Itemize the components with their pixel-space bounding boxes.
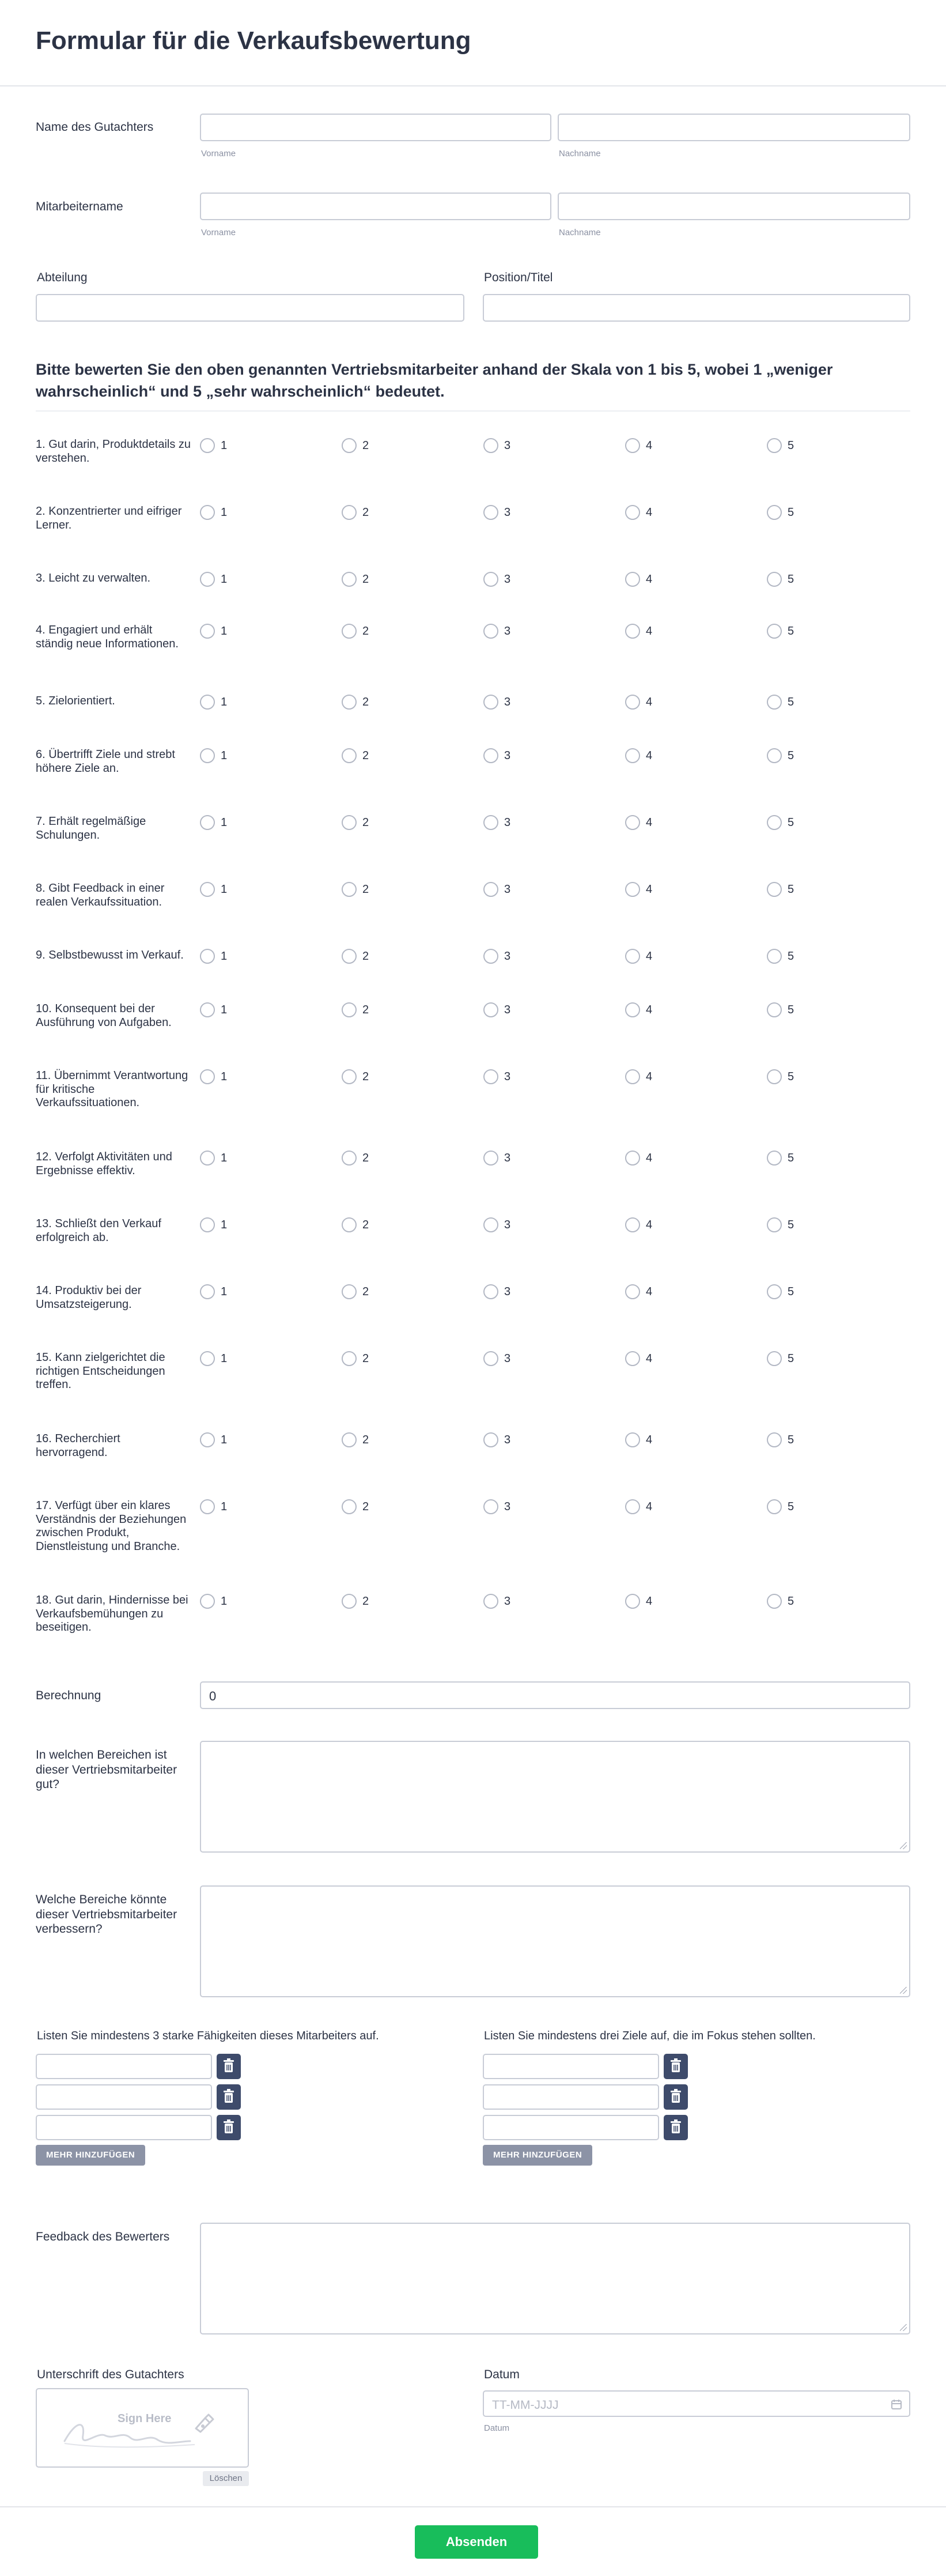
goals-list-row: [483, 2115, 690, 2143]
rating-question-row: [0, 1069, 946, 1110]
radio-circle-icon[interactable]: [200, 1284, 215, 1299]
radio-circle-icon[interactable]: [767, 748, 782, 763]
radio-circle-icon[interactable]: [483, 695, 498, 710]
rating-option-label: 2: [362, 1352, 369, 1365]
radio-circle-icon[interactable]: [483, 1002, 498, 1017]
rating-option-label: 2: [362, 1152, 369, 1164]
radio-circle-icon[interactable]: [200, 1499, 215, 1514]
rating-option-label: 3: [504, 1219, 511, 1231]
radio-circle-icon[interactable]: [200, 438, 215, 453]
radio-circle-icon[interactable]: [625, 1069, 640, 1084]
rating-option-label: 4: [646, 1352, 653, 1365]
goals-add-more-button[interactable]: MEHR HINZUFÜGEN: [483, 2145, 592, 2166]
rating-option-label: 5: [788, 1070, 794, 1083]
resize-handle-icon[interactable]: [900, 1987, 907, 1994]
position-input[interactable]: [483, 294, 910, 322]
skills-list-row: [36, 2115, 243, 2143]
rating-option-label: 3: [504, 625, 511, 638]
pen-icon: [191, 2411, 215, 2434]
department-label: Abteilung: [37, 271, 88, 284]
radio-circle-icon[interactable]: [342, 748, 357, 763]
rating-option-label: 3: [504, 1004, 511, 1016]
rating-option-label: 3: [504, 1500, 511, 1513]
radio-circle-icon[interactable]: [625, 695, 640, 710]
radio-circle-icon[interactable]: [767, 1217, 782, 1232]
rating-option-label: 1: [221, 1595, 228, 1608]
calendar-icon[interactable]: [891, 2398, 902, 2410]
radio-circle-icon[interactable]: [483, 1499, 498, 1514]
radio-circle-icon[interactable]: [200, 1594, 215, 1609]
rating-option-label: 4: [646, 883, 653, 896]
employee-last-name-input[interactable]: [558, 193, 910, 220]
goals-list-row: [483, 2054, 690, 2081]
rating-option-label: 2: [362, 883, 369, 896]
improvements-label: Welche Bereiche könnte dieser Vertriebsmitarbeiter verbessern?: [36, 1893, 177, 1936]
radio-circle-icon[interactable]: [625, 1351, 640, 1366]
goals-list-input[interactable]: [483, 2054, 659, 2079]
rating-option-label: 2: [362, 1285, 369, 1298]
radio-circle-icon[interactable]: [767, 438, 782, 453]
rating-option-label: 3: [504, 950, 511, 963]
reviewer-last-name-sublabel: Nachname: [559, 149, 601, 159]
rating-option-label: 3: [504, 816, 511, 829]
footer-divider: [0, 2506, 946, 2507]
calculation-label: Berechnung: [36, 1689, 101, 1702]
rating-option-label: 5: [788, 883, 794, 896]
calculation-input[interactable]: [200, 1681, 910, 1709]
rating-question-row: [0, 624, 946, 658]
department-input[interactable]: [36, 294, 464, 322]
radio-circle-icon[interactable]: [342, 624, 357, 639]
rating-option-label: 2: [362, 696, 369, 708]
trash-icon[interactable]: [664, 2084, 688, 2110]
rating-option-label: 4: [646, 506, 653, 519]
strengths-label: In welchen Bereichen ist dieser Vertriebsmitarbeiter gut?: [36, 1748, 177, 1791]
rating-option-label: 3: [504, 883, 511, 896]
rating-option-label: 3: [504, 1070, 511, 1083]
rating-option-label: 2: [362, 1434, 369, 1446]
rating-question-row: [0, 1351, 946, 1391]
radio-circle-icon[interactable]: [342, 1069, 357, 1084]
rating-option-label: 3: [504, 1595, 511, 1608]
rating-question-label: 7. Erhält regelmäßige Schulungen.: [36, 815, 146, 842]
radio-circle-icon[interactable]: [625, 505, 640, 520]
radio-circle-icon[interactable]: [483, 1432, 498, 1447]
radio-circle-icon[interactable]: [483, 1594, 498, 1609]
rating-question-label: 8. Gibt Feedback in einer realen Verkaufssituation.: [36, 882, 165, 908]
rating-question-row: [0, 572, 946, 606]
rating-option-label: 5: [788, 1434, 794, 1446]
improvements-textarea[interactable]: [200, 1885, 910, 1997]
rating-option-label: 4: [646, 1152, 653, 1164]
radio-circle-icon[interactable]: [625, 1151, 640, 1166]
radio-circle-icon[interactable]: [625, 1002, 640, 1017]
rating-question-label: 15. Kann zielgerichtet die richtigen Entscheidungen treffen.: [36, 1351, 165, 1391]
rating-option-label: 4: [646, 1004, 653, 1016]
date-sublabel: Datum: [484, 2423, 510, 2433]
rating-option-label: 5: [788, 1500, 794, 1513]
radio-circle-icon[interactable]: [200, 1069, 215, 1084]
rating-option-label: 5: [788, 816, 794, 829]
radio-circle-icon[interactable]: [483, 505, 498, 520]
radio-circle-icon[interactable]: [483, 882, 498, 897]
radio-circle-icon[interactable]: [200, 1432, 215, 1447]
rating-question-row: [0, 815, 946, 850]
rating-option-label: 3: [504, 1152, 511, 1164]
reviewer-first-name-sublabel: Vorname: [201, 149, 236, 159]
rating-option-label: 1: [221, 1500, 228, 1513]
rating-question-row: [0, 1432, 946, 1467]
rating-option-label: 5: [788, 506, 794, 519]
rating-option-label: 1: [221, 1152, 228, 1164]
rating-option-label: 4: [646, 1285, 653, 1298]
reviewer-last-name-input[interactable]: [558, 114, 910, 141]
rating-question-label: 1. Gut darin, Produktdetails zu verstehen.: [36, 438, 191, 465]
rating-option-label: 2: [362, 1500, 369, 1513]
rating-question-label: 5. Zielorientiert.: [36, 695, 115, 707]
signature-label: Unterschrift des Gutachters: [37, 2368, 184, 2381]
skills-list-row: [36, 2084, 243, 2112]
radio-circle-icon[interactable]: [342, 949, 357, 964]
rating-option-label: 4: [646, 749, 653, 762]
signature-placeholder: Sign Here: [118, 2412, 172, 2425]
rating-option-label: 1: [221, 625, 228, 638]
radio-circle-icon[interactable]: [625, 882, 640, 897]
rating-option-label: 2: [362, 625, 369, 638]
radio-circle-icon[interactable]: [200, 949, 215, 964]
radio-circle-icon[interactable]: [625, 815, 640, 830]
rating-option-label: 1: [221, 439, 228, 452]
radio-circle-icon[interactable]: [483, 1284, 498, 1299]
rating-option-label: 2: [362, 439, 369, 452]
radio-circle-icon[interactable]: [767, 815, 782, 830]
radio-circle-icon[interactable]: [483, 624, 498, 639]
goals-list-input[interactable]: [483, 2084, 659, 2110]
radio-circle-icon[interactable]: [625, 438, 640, 453]
goals-list-input[interactable]: [483, 2115, 659, 2140]
skills-add-more-button[interactable]: MEHR HINZUFÜGEN: [36, 2145, 145, 2166]
radio-circle-icon[interactable]: [342, 695, 357, 710]
rating-option-label: 1: [221, 1285, 228, 1298]
rating-option-label: 5: [788, 749, 794, 762]
skills-list-label: Listen Sie mindestens 3 starke Fähigkeiten dieses Mitarbeiters auf.: [37, 2030, 379, 2042]
radio-circle-icon[interactable]: [767, 624, 782, 639]
rating-option-label: 2: [362, 1070, 369, 1083]
rating-question-row: [0, 695, 946, 729]
strengths-textarea[interactable]: [200, 1741, 910, 1853]
radio-circle-icon[interactable]: [342, 572, 357, 587]
radio-circle-icon[interactable]: [483, 1217, 498, 1232]
rating-option-label: 2: [362, 816, 369, 829]
rating-option-label: 2: [362, 1595, 369, 1608]
radio-circle-icon[interactable]: [342, 1499, 357, 1514]
rating-question-row: [0, 1284, 946, 1319]
radio-circle-icon[interactable]: [625, 1217, 640, 1232]
radio-circle-icon[interactable]: [342, 1432, 357, 1447]
rating-option-label: 3: [504, 749, 511, 762]
rating-question-row: [0, 1002, 946, 1037]
radio-circle-icon[interactable]: [342, 1351, 357, 1366]
radio-circle-icon[interactable]: [625, 572, 640, 587]
rating-question-row: [0, 1217, 946, 1252]
radio-circle-icon[interactable]: [483, 949, 498, 964]
employee-last-name-sublabel: Nachname: [559, 228, 601, 237]
rating-question-label: 10. Konsequent bei der Ausführung von Aufgaben.: [36, 1002, 172, 1029]
radio-circle-icon[interactable]: [625, 1284, 640, 1299]
feedback-label: Feedback des Bewerters: [36, 2230, 170, 2243]
radio-circle-icon[interactable]: [200, 572, 215, 587]
radio-circle-icon[interactable]: [625, 624, 640, 639]
rating-option-label: 4: [646, 696, 653, 708]
rating-option-label: 4: [646, 1070, 653, 1083]
radio-circle-icon[interactable]: [200, 815, 215, 830]
rating-option-label: 5: [788, 625, 794, 638]
radio-circle-icon[interactable]: [342, 1217, 357, 1232]
goals-list-row: [483, 2084, 690, 2112]
rating-option-label: 1: [221, 1070, 228, 1083]
radio-circle-icon[interactable]: [342, 505, 357, 520]
rating-option-label: 2: [362, 749, 369, 762]
radio-circle-icon[interactable]: [200, 624, 215, 639]
rating-question-row: [0, 949, 946, 983]
skills-list-input[interactable]: [36, 2115, 212, 2140]
rating-question-label: 3. Leicht zu verwalten.: [36, 572, 150, 584]
rating-option-label: 2: [362, 506, 369, 519]
rating-option-label: 2: [362, 1004, 369, 1016]
rating-option-label: 5: [788, 1352, 794, 1365]
radio-circle-icon[interactable]: [625, 748, 640, 763]
rating-option-label: 1: [221, 883, 228, 896]
feedback-textarea[interactable]: [200, 2223, 910, 2334]
rating-question-label: 9. Selbstbewusst im Verkauf.: [36, 949, 184, 961]
rating-question-label: 12. Verfolgt Aktivitäten und Ergebnisse effektiv.: [36, 1151, 172, 1177]
rating-option-label: 4: [646, 1434, 653, 1446]
rating-instructions: Bitte bewerten Sie den oben genannten Vertriebsmitarbeiter anhand der Skala von 1 bis 5, wobei 1 „weniger wahrscheinlich“ und 5 „sehr wahrscheinlich“ bedeutet.: [36, 361, 833, 401]
rating-option-label: 5: [788, 1595, 794, 1608]
radio-circle-icon[interactable]: [767, 1594, 782, 1609]
rating-option-label: 4: [646, 1500, 653, 1513]
signature-clear-button[interactable]: Löschen: [203, 2471, 249, 2486]
radio-circle-icon[interactable]: [342, 1284, 357, 1299]
radio-circle-icon[interactable]: [767, 695, 782, 710]
rating-question-label: 11. Übernimmt Verantwortung für kritische Verkaufssituationen.: [36, 1069, 188, 1110]
radio-circle-icon[interactable]: [483, 1151, 498, 1166]
reviewer-name-label: Name des Gutachters: [36, 120, 154, 134]
rating-question-label: 16. Recherchiert hervorragend.: [36, 1432, 120, 1459]
radio-circle-icon[interactable]: [200, 748, 215, 763]
rating-question-row: [0, 438, 946, 473]
radio-circle-icon[interactable]: [767, 1069, 782, 1084]
radio-circle-icon[interactable]: [200, 1151, 215, 1166]
rating-option-label: 3: [504, 1352, 511, 1365]
position-label: Position/Titel: [484, 271, 553, 284]
rating-option-label: 4: [646, 439, 653, 452]
date-placeholder: TT-MM-JJJJ: [492, 2398, 559, 2412]
rating-option-label: 3: [504, 1285, 511, 1298]
rating-question-label: 13. Schließt den Verkauf erfolgreich ab.: [36, 1217, 161, 1244]
resize-handle-icon[interactable]: [900, 2324, 907, 2331]
radio-circle-icon[interactable]: [200, 1002, 215, 1017]
submit-button[interactable]: Absenden: [415, 2525, 538, 2559]
rating-option-label: 1: [221, 573, 228, 586]
radio-circle-icon[interactable]: [767, 572, 782, 587]
rating-option-label: 3: [504, 573, 511, 586]
rating-option-label: 5: [788, 439, 794, 452]
radio-circle-icon[interactable]: [625, 1432, 640, 1447]
radio-circle-icon[interactable]: [767, 949, 782, 964]
employee-first-name-sublabel: Vorname: [201, 228, 236, 237]
radio-circle-icon[interactable]: [200, 1351, 215, 1366]
rating-option-label: 5: [788, 1219, 794, 1231]
rating-question-label: 6. Übertrifft Ziele und strebt höhere Ziele an.: [36, 748, 175, 775]
radio-circle-icon[interactable]: [767, 1432, 782, 1447]
radio-circle-icon[interactable]: [767, 505, 782, 520]
signature-pad[interactable]: [36, 2388, 249, 2468]
radio-circle-icon[interactable]: [483, 748, 498, 763]
rating-option-label: 4: [646, 1219, 653, 1231]
rating-question-label: 4. Engagiert und erhält ständig neue Informationen.: [36, 624, 179, 650]
rating-question-label: 2. Konzentrierter und eifriger Lerner.: [36, 505, 182, 531]
radio-circle-icon[interactable]: [625, 1594, 640, 1609]
radio-circle-icon[interactable]: [483, 815, 498, 830]
rating-option-label: 5: [788, 573, 794, 586]
rating-option-label: 5: [788, 1004, 794, 1016]
rating-option-label: 4: [646, 816, 653, 829]
radio-circle-icon[interactable]: [767, 1151, 782, 1166]
skills-list-input[interactable]: [36, 2054, 212, 2079]
rating-option-label: 5: [788, 1152, 794, 1164]
date-label: Datum: [484, 2368, 520, 2381]
radio-circle-icon[interactable]: [342, 1594, 357, 1609]
radio-circle-icon[interactable]: [342, 815, 357, 830]
radio-circle-icon[interactable]: [767, 1002, 782, 1017]
form-header: [0, 0, 946, 86]
trash-icon[interactable]: [664, 2054, 688, 2079]
rating-option-label: 3: [504, 696, 511, 708]
rating-option-label: 3: [504, 1434, 511, 1446]
radio-circle-icon[interactable]: [342, 1151, 357, 1166]
rating-option-label: 4: [646, 573, 653, 586]
radio-circle-icon[interactable]: [625, 1499, 640, 1514]
rating-option-label: 3: [504, 506, 511, 519]
rating-option-label: 4: [646, 950, 653, 963]
date-input[interactable]: [483, 2390, 910, 2417]
rating-option-label: 1: [221, 1434, 228, 1446]
radio-circle-icon[interactable]: [767, 1499, 782, 1514]
rating-option-label: 1: [221, 816, 228, 829]
radio-circle-icon[interactable]: [200, 505, 215, 520]
radio-circle-icon[interactable]: [483, 1069, 498, 1084]
rating-option-label: 4: [646, 1595, 653, 1608]
skills-list-input[interactable]: [36, 2084, 212, 2110]
radio-circle-icon[interactable]: [200, 1217, 215, 1232]
radio-circle-icon[interactable]: [342, 882, 357, 897]
radio-circle-icon[interactable]: [200, 882, 215, 897]
rating-option-label: 1: [221, 950, 228, 963]
radio-circle-icon[interactable]: [200, 695, 215, 710]
rating-option-label: 4: [646, 625, 653, 638]
rating-question-row: [0, 882, 946, 917]
radio-circle-icon[interactable]: [483, 1351, 498, 1366]
rating-option-label: 1: [221, 1004, 228, 1016]
rating-option-label: 2: [362, 950, 369, 963]
rating-question-row: [0, 1499, 946, 1553]
rating-option-label: 5: [788, 950, 794, 963]
radio-circle-icon[interactable]: [342, 438, 357, 453]
rating-option-label: 1: [221, 696, 228, 708]
employee-first-name-input[interactable]: [200, 193, 551, 220]
rating-question-label: 18. Gut darin, Hindernisse bei Verkaufsbemühungen zu beseitigen.: [36, 1594, 188, 1634]
rating-option-label: 1: [221, 1219, 228, 1231]
rating-question-row: [0, 505, 946, 540]
rating-option-label: 1: [221, 1352, 228, 1365]
rating-option-label: 1: [221, 749, 228, 762]
radio-circle-icon[interactable]: [483, 438, 498, 453]
rating-option-label: 5: [788, 696, 794, 708]
rating-option-label: 2: [362, 1219, 369, 1231]
radio-circle-icon[interactable]: [767, 1351, 782, 1366]
rating-question-row: [0, 748, 946, 783]
rating-question-row: [0, 1151, 946, 1185]
rating-option-label: 3: [504, 439, 511, 452]
trash-icon[interactable]: [217, 2115, 241, 2140]
reviewer-first-name-input[interactable]: [200, 114, 551, 141]
rating-question-label: 17. Verfügt über ein klares Verständnis der Beziehungen zwischen Produkt, Dienstleistung und Branche.: [36, 1499, 187, 1553]
radio-circle-icon[interactable]: [767, 1284, 782, 1299]
calculation-value: 0: [209, 1689, 217, 1703]
employee-name-label: Mitarbeitername: [36, 200, 123, 213]
resize-handle-icon[interactable]: [900, 1842, 907, 1849]
section-divider: [36, 410, 910, 412]
goals-list-label: Listen Sie mindestens drei Ziele auf, die im Fokus stehen sollten.: [484, 2030, 816, 2042]
rating-option-label: 1: [221, 506, 228, 519]
radio-circle-icon[interactable]: [483, 572, 498, 587]
rating-question-label: 14. Produktiv bei der Umsatzsteigerung.: [36, 1284, 142, 1311]
page-title: Formular für die Verkaufsbewertung: [36, 27, 471, 55]
rating-option-label: 5: [788, 1285, 794, 1298]
rating-option-label: 2: [362, 573, 369, 586]
skills-list-row: [36, 2054, 243, 2081]
radio-circle-icon[interactable]: [342, 1002, 357, 1017]
rating-question-row: [0, 1594, 946, 1634]
radio-circle-icon[interactable]: [767, 882, 782, 897]
trash-icon[interactable]: [217, 2054, 241, 2079]
trash-icon[interactable]: [217, 2084, 241, 2110]
trash-icon[interactable]: [664, 2115, 688, 2140]
radio-circle-icon[interactable]: [625, 949, 640, 964]
